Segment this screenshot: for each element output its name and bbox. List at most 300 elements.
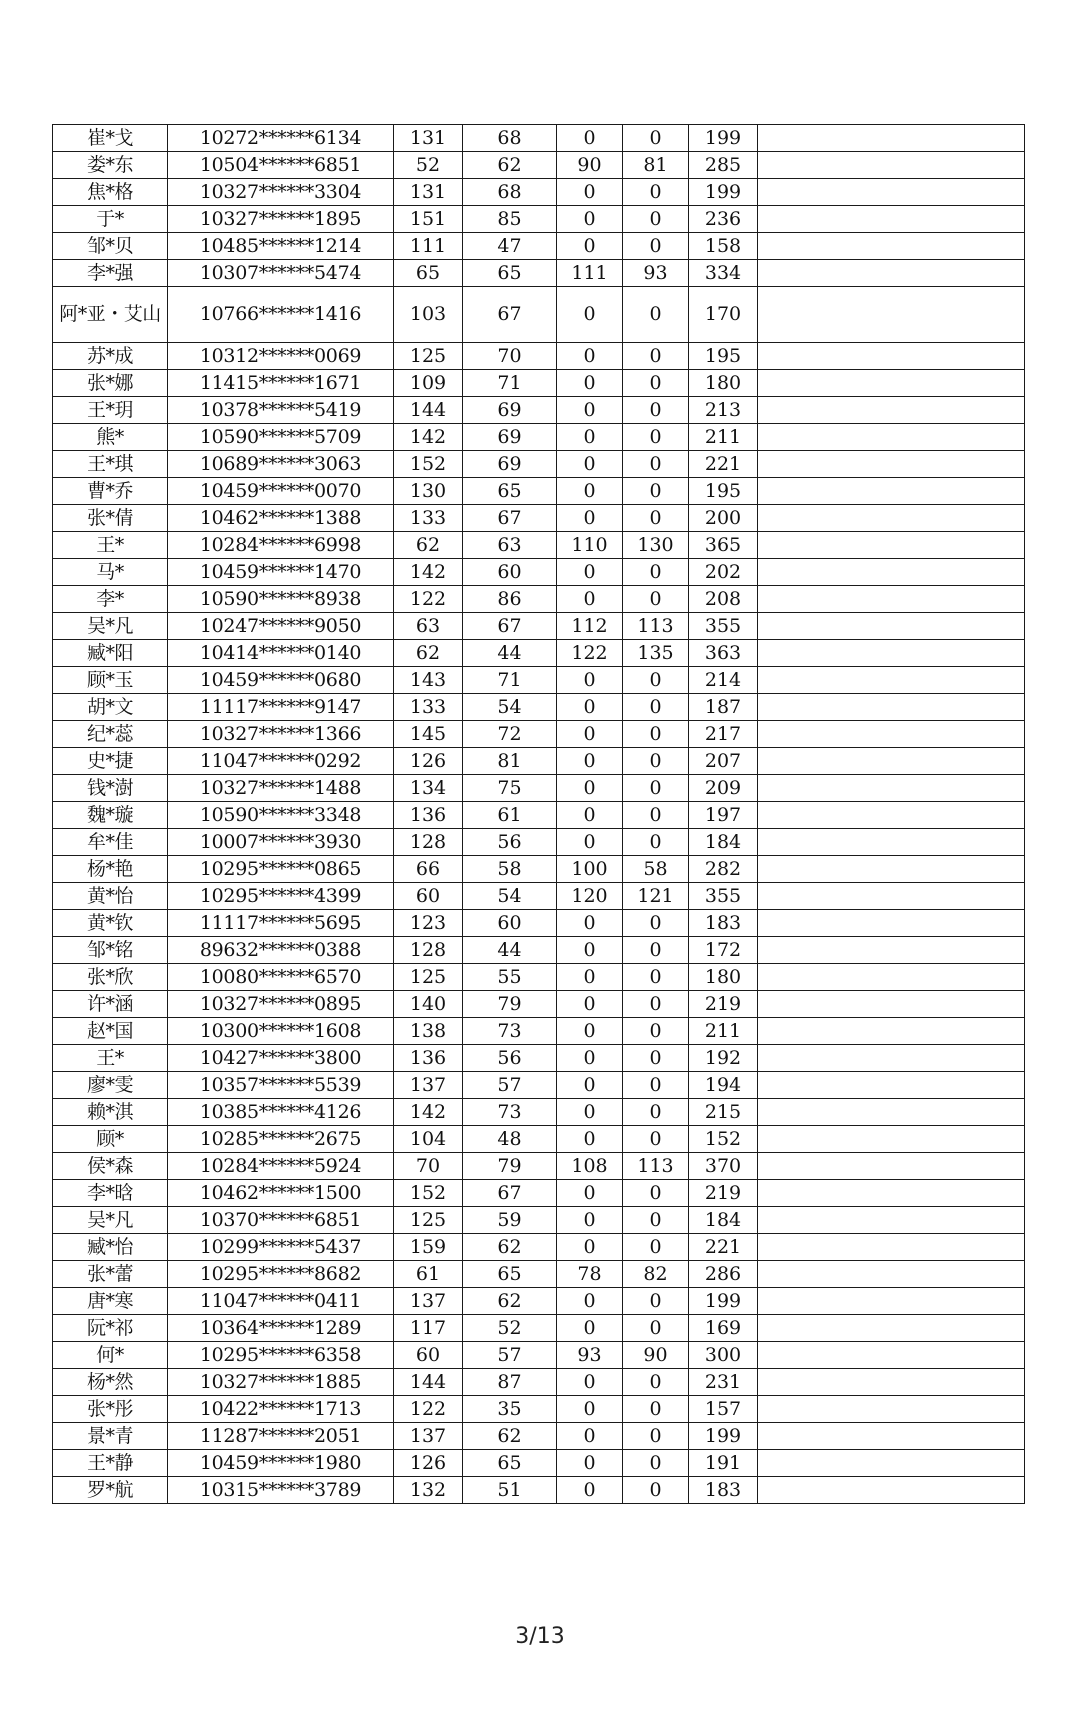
total-score: 170 xyxy=(689,287,758,343)
candidate-id: 10327******3304 xyxy=(168,179,394,206)
candidate-name: 何* xyxy=(53,1342,168,1369)
candidate-name: 张*彤 xyxy=(53,1396,168,1423)
score-subject-1: 66 xyxy=(394,856,463,883)
total-score: 207 xyxy=(689,748,758,775)
candidate-name: 阮*祁 xyxy=(53,1315,168,1342)
table-row xyxy=(53,1099,1025,1126)
score-subject-3: 0 xyxy=(557,1018,623,1045)
score-subject-3: 0 xyxy=(557,125,623,152)
total-score: 192 xyxy=(689,1045,758,1072)
table-row xyxy=(53,910,1025,937)
total-score: 285 xyxy=(689,152,758,179)
score-subject-4: 0 xyxy=(623,829,689,856)
remarks-cell xyxy=(758,233,1025,260)
score-subject-3: 0 xyxy=(557,748,623,775)
table-row xyxy=(53,1018,1025,1045)
remarks-cell xyxy=(758,640,1025,667)
score-subject-4: 0 xyxy=(623,721,689,748)
candidate-name: 赵*国 xyxy=(53,1018,168,1045)
candidate-id: 10370******6851 xyxy=(168,1207,394,1234)
total-score: 169 xyxy=(689,1315,758,1342)
remarks-cell xyxy=(758,910,1025,937)
score-subject-3: 112 xyxy=(557,613,623,640)
score-subject-4: 0 xyxy=(623,937,689,964)
score-subject-2: 54 xyxy=(463,694,557,721)
score-subject-4: 0 xyxy=(623,1234,689,1261)
remarks-cell xyxy=(758,1018,1025,1045)
candidate-id: 10590******5709 xyxy=(168,424,394,451)
total-score: 236 xyxy=(689,206,758,233)
score-subject-2: 57 xyxy=(463,1342,557,1369)
table-row xyxy=(53,206,1025,233)
score-subject-2: 62 xyxy=(463,1288,557,1315)
candidate-id: 10295******4399 xyxy=(168,883,394,910)
score-subject-4: 0 xyxy=(623,1315,689,1342)
candidate-name: 史*捷 xyxy=(53,748,168,775)
candidate-id: 10327******1488 xyxy=(168,775,394,802)
candidate-id: 10459******0680 xyxy=(168,667,394,694)
total-score: 282 xyxy=(689,856,758,883)
candidate-name: 廖*雯 xyxy=(53,1072,168,1099)
score-subject-4: 0 xyxy=(623,775,689,802)
remarks-cell xyxy=(758,179,1025,206)
score-subject-3: 108 xyxy=(557,1153,623,1180)
total-score: 200 xyxy=(689,505,758,532)
score-subject-3: 90 xyxy=(557,152,623,179)
score-subject-4: 130 xyxy=(623,532,689,559)
candidate-name: 苏*成 xyxy=(53,343,168,370)
table-row xyxy=(53,532,1025,559)
score-subject-1: 123 xyxy=(394,910,463,937)
score-subject-2: 58 xyxy=(463,856,557,883)
total-score: 199 xyxy=(689,179,758,206)
total-score: 172 xyxy=(689,937,758,964)
score-subject-3: 0 xyxy=(557,206,623,233)
score-subject-2: 61 xyxy=(463,802,557,829)
score-subject-1: 152 xyxy=(394,1180,463,1207)
table-row xyxy=(53,1072,1025,1099)
candidate-id: 11287******2051 xyxy=(168,1423,394,1450)
score-subject-2: 72 xyxy=(463,721,557,748)
candidate-id: 10247******9050 xyxy=(168,613,394,640)
table-row xyxy=(53,1369,1025,1396)
table-row xyxy=(53,694,1025,721)
score-subject-3: 0 xyxy=(557,287,623,343)
table-row xyxy=(53,424,1025,451)
remarks-cell xyxy=(758,125,1025,152)
table-row xyxy=(53,667,1025,694)
score-subject-2: 63 xyxy=(463,532,557,559)
score-subject-3: 0 xyxy=(557,1396,623,1423)
remarks-cell xyxy=(758,1234,1025,1261)
remarks-cell xyxy=(758,1450,1025,1477)
total-score: 158 xyxy=(689,233,758,260)
score-subject-3: 0 xyxy=(557,1234,623,1261)
score-subject-2: 55 xyxy=(463,964,557,991)
score-subject-4: 0 xyxy=(623,667,689,694)
remarks-cell xyxy=(758,559,1025,586)
score-subject-1: 144 xyxy=(394,397,463,424)
score-subject-3: 0 xyxy=(557,343,623,370)
score-subject-1: 142 xyxy=(394,559,463,586)
table-row xyxy=(53,1180,1025,1207)
remarks-cell xyxy=(758,1288,1025,1315)
remarks-cell xyxy=(758,775,1025,802)
score-subject-4: 0 xyxy=(623,1369,689,1396)
score-subject-1: 60 xyxy=(394,1342,463,1369)
score-subject-4: 113 xyxy=(623,613,689,640)
candidate-name: 侯*森 xyxy=(53,1153,168,1180)
score-subject-3: 0 xyxy=(557,424,623,451)
score-subject-3: 120 xyxy=(557,883,623,910)
score-subject-4: 0 xyxy=(623,478,689,505)
remarks-cell xyxy=(758,1423,1025,1450)
remarks-cell xyxy=(758,883,1025,910)
table-row xyxy=(53,937,1025,964)
table-row xyxy=(53,1450,1025,1477)
score-subject-1: 60 xyxy=(394,883,463,910)
score-subject-1: 136 xyxy=(394,1045,463,1072)
score-subject-4: 0 xyxy=(623,233,689,260)
total-score: 355 xyxy=(689,613,758,640)
score-subject-3: 111 xyxy=(557,260,623,287)
score-subject-3: 0 xyxy=(557,1423,623,1450)
candidate-name: 崔*戈 xyxy=(53,125,168,152)
candidate-id: 89632******0388 xyxy=(168,937,394,964)
candidate-id: 10307******5474 xyxy=(168,260,394,287)
score-subject-1: 103 xyxy=(394,287,463,343)
score-subject-4: 0 xyxy=(623,991,689,1018)
score-subject-2: 47 xyxy=(463,233,557,260)
score-subject-2: 65 xyxy=(463,260,557,287)
table-row xyxy=(53,1153,1025,1180)
remarks-cell xyxy=(758,1207,1025,1234)
score-subject-1: 61 xyxy=(394,1261,463,1288)
score-subject-1: 126 xyxy=(394,748,463,775)
remarks-cell xyxy=(758,343,1025,370)
candidate-id: 10315******3789 xyxy=(168,1477,394,1504)
score-subject-4: 0 xyxy=(623,559,689,586)
candidate-name: 王*静 xyxy=(53,1450,168,1477)
score-subject-4: 0 xyxy=(623,397,689,424)
total-score: 195 xyxy=(689,478,758,505)
score-subject-1: 104 xyxy=(394,1126,463,1153)
total-score: 199 xyxy=(689,125,758,152)
score-subject-1: 134 xyxy=(394,775,463,802)
candidate-name: 黄*怡 xyxy=(53,883,168,910)
table-row xyxy=(53,397,1025,424)
candidate-id: 10272******6134 xyxy=(168,125,394,152)
total-score: 191 xyxy=(689,1450,758,1477)
remarks-cell xyxy=(758,694,1025,721)
score-subject-1: 70 xyxy=(394,1153,463,1180)
score-subject-2: 65 xyxy=(463,478,557,505)
score-subject-3: 0 xyxy=(557,478,623,505)
score-subject-3: 0 xyxy=(557,1072,623,1099)
total-score: 286 xyxy=(689,1261,758,1288)
score-subject-3: 0 xyxy=(557,1207,623,1234)
candidate-name: 杨*艳 xyxy=(53,856,168,883)
remarks-cell xyxy=(758,1153,1025,1180)
score-subject-1: 133 xyxy=(394,505,463,532)
score-subject-2: 35 xyxy=(463,1396,557,1423)
score-subject-3: 0 xyxy=(557,991,623,1018)
candidate-name: 景*青 xyxy=(53,1423,168,1450)
remarks-cell xyxy=(758,1261,1025,1288)
table-row xyxy=(53,991,1025,1018)
score-subject-2: 67 xyxy=(463,613,557,640)
score-subject-4: 0 xyxy=(623,206,689,233)
score-subject-3: 0 xyxy=(557,1477,623,1504)
candidate-id: 11117******5695 xyxy=(168,910,394,937)
candidate-name: 马* xyxy=(53,559,168,586)
score-subject-2: 71 xyxy=(463,370,557,397)
candidate-name: 黄*钦 xyxy=(53,910,168,937)
table-row xyxy=(53,721,1025,748)
candidate-id: 10295******0865 xyxy=(168,856,394,883)
remarks-cell xyxy=(758,829,1025,856)
score-subject-3: 0 xyxy=(557,1099,623,1126)
candidate-name: 张*娜 xyxy=(53,370,168,397)
remarks-cell xyxy=(758,937,1025,964)
score-subject-4: 93 xyxy=(623,260,689,287)
score-subject-2: 54 xyxy=(463,883,557,910)
score-subject-2: 79 xyxy=(463,1153,557,1180)
table-row xyxy=(53,1315,1025,1342)
table-row xyxy=(53,1045,1025,1072)
candidate-id: 10327******1885 xyxy=(168,1369,394,1396)
score-subject-1: 138 xyxy=(394,1018,463,1045)
candidate-id: 10766******1416 xyxy=(168,287,394,343)
candidate-id: 10590******3348 xyxy=(168,802,394,829)
score-subject-1: 52 xyxy=(394,152,463,179)
candidate-id: 10459******0070 xyxy=(168,478,394,505)
table-row xyxy=(53,370,1025,397)
score-subject-3: 0 xyxy=(557,667,623,694)
remarks-cell xyxy=(758,206,1025,233)
score-subject-4: 0 xyxy=(623,179,689,206)
score-subject-1: 62 xyxy=(394,532,463,559)
score-subject-1: 159 xyxy=(394,1234,463,1261)
candidate-name: 曹*乔 xyxy=(53,478,168,505)
table-row xyxy=(53,1396,1025,1423)
score-subject-1: 132 xyxy=(394,1477,463,1504)
score-subject-4: 0 xyxy=(623,586,689,613)
candidate-name: 于* xyxy=(53,206,168,233)
score-subject-4: 0 xyxy=(623,802,689,829)
score-subject-2: 56 xyxy=(463,829,557,856)
remarks-cell xyxy=(758,1315,1025,1342)
score-subject-3: 0 xyxy=(557,397,623,424)
score-subject-4: 0 xyxy=(623,964,689,991)
score-subject-2: 68 xyxy=(463,125,557,152)
score-subject-2: 65 xyxy=(463,1261,557,1288)
total-score: 197 xyxy=(689,802,758,829)
total-score: 180 xyxy=(689,964,758,991)
score-subject-2: 48 xyxy=(463,1126,557,1153)
candidate-name: 张*欣 xyxy=(53,964,168,991)
score-subject-4: 0 xyxy=(623,370,689,397)
score-subject-3: 0 xyxy=(557,559,623,586)
candidate-id: 10327******0895 xyxy=(168,991,394,1018)
table-row xyxy=(53,802,1025,829)
score-subject-3: 0 xyxy=(557,1180,623,1207)
remarks-cell xyxy=(758,478,1025,505)
score-subject-4: 81 xyxy=(623,152,689,179)
score-subject-1: 125 xyxy=(394,964,463,991)
candidate-name: 王*琪 xyxy=(53,451,168,478)
remarks-cell xyxy=(758,856,1025,883)
total-score: 231 xyxy=(689,1369,758,1396)
table-row xyxy=(53,1342,1025,1369)
candidate-name: 张*蕾 xyxy=(53,1261,168,1288)
score-subject-4: 0 xyxy=(623,125,689,152)
remarks-cell xyxy=(758,1342,1025,1369)
total-score: 363 xyxy=(689,640,758,667)
total-score: 219 xyxy=(689,991,758,1018)
total-score: 152 xyxy=(689,1126,758,1153)
candidate-id: 10378******5419 xyxy=(168,397,394,424)
table-row xyxy=(53,856,1025,883)
score-subject-2: 44 xyxy=(463,640,557,667)
score-subject-2: 62 xyxy=(463,152,557,179)
score-subject-4: 0 xyxy=(623,1396,689,1423)
score-subject-4: 0 xyxy=(623,910,689,937)
score-subject-4: 135 xyxy=(623,640,689,667)
score-subject-2: 70 xyxy=(463,343,557,370)
remarks-cell xyxy=(758,260,1025,287)
total-score: 213 xyxy=(689,397,758,424)
score-subject-1: 137 xyxy=(394,1072,463,1099)
score-subject-2: 81 xyxy=(463,748,557,775)
table-row xyxy=(53,233,1025,260)
table-row xyxy=(53,1423,1025,1450)
candidate-name: 焦*格 xyxy=(53,179,168,206)
remarks-cell xyxy=(758,1477,1025,1504)
candidate-id: 10427******3800 xyxy=(168,1045,394,1072)
score-subject-1: 131 xyxy=(394,179,463,206)
remarks-cell xyxy=(758,1369,1025,1396)
total-score: 180 xyxy=(689,370,758,397)
score-subject-3: 0 xyxy=(557,694,623,721)
score-subject-3: 0 xyxy=(557,370,623,397)
score-subject-2: 52 xyxy=(463,1315,557,1342)
remarks-cell xyxy=(758,586,1025,613)
candidate-id: 10422******1713 xyxy=(168,1396,394,1423)
score-subject-3: 0 xyxy=(557,964,623,991)
remarks-cell xyxy=(758,152,1025,179)
candidate-id: 10312******0069 xyxy=(168,343,394,370)
candidate-id: 10299******5437 xyxy=(168,1234,394,1261)
score-subject-3: 0 xyxy=(557,937,623,964)
score-subject-4: 82 xyxy=(623,1261,689,1288)
score-subject-3: 100 xyxy=(557,856,623,883)
score-subject-2: 79 xyxy=(463,991,557,1018)
score-subject-2: 86 xyxy=(463,586,557,613)
score-subject-2: 51 xyxy=(463,1477,557,1504)
score-subject-1: 125 xyxy=(394,1207,463,1234)
score-subject-1: 142 xyxy=(394,424,463,451)
score-subject-3: 0 xyxy=(557,1369,623,1396)
candidate-id: 10327******1366 xyxy=(168,721,394,748)
candidate-id: 11117******9147 xyxy=(168,694,394,721)
remarks-cell xyxy=(758,505,1025,532)
score-subject-1: 144 xyxy=(394,1369,463,1396)
score-table-body xyxy=(53,125,1025,1504)
table-row xyxy=(53,287,1025,343)
remarks-cell xyxy=(758,1180,1025,1207)
table-row xyxy=(53,1234,1025,1261)
candidate-name: 王*玥 xyxy=(53,397,168,424)
score-subject-4: 0 xyxy=(623,424,689,451)
candidate-id: 10007******3930 xyxy=(168,829,394,856)
candidate-name: 顾*玉 xyxy=(53,667,168,694)
score-subject-3: 0 xyxy=(557,721,623,748)
remarks-cell xyxy=(758,1099,1025,1126)
score-subject-3: 122 xyxy=(557,640,623,667)
table-row xyxy=(53,1207,1025,1234)
remarks-cell xyxy=(758,667,1025,694)
total-score: 219 xyxy=(689,1180,758,1207)
total-score: 217 xyxy=(689,721,758,748)
total-score: 211 xyxy=(689,424,758,451)
score-subject-2: 85 xyxy=(463,206,557,233)
score-subject-4: 58 xyxy=(623,856,689,883)
remarks-cell xyxy=(758,1072,1025,1099)
score-subject-3: 93 xyxy=(557,1342,623,1369)
candidate-id: 10080******6570 xyxy=(168,964,394,991)
score-subject-4: 0 xyxy=(623,1099,689,1126)
score-subject-1: 126 xyxy=(394,1450,463,1477)
table-row xyxy=(53,152,1025,179)
remarks-cell xyxy=(758,1045,1025,1072)
total-score: 183 xyxy=(689,1477,758,1504)
score-subject-2: 56 xyxy=(463,1045,557,1072)
total-score: 214 xyxy=(689,667,758,694)
total-score: 194 xyxy=(689,1072,758,1099)
candidate-name: 牟*佳 xyxy=(53,829,168,856)
score-subject-3: 0 xyxy=(557,1288,623,1315)
remarks-cell xyxy=(758,370,1025,397)
score-subject-4: 90 xyxy=(623,1342,689,1369)
table-row xyxy=(53,640,1025,667)
candidate-id: 10327******1895 xyxy=(168,206,394,233)
candidate-id: 10364******1289 xyxy=(168,1315,394,1342)
candidate-id: 10504******6851 xyxy=(168,152,394,179)
candidate-name: 许*涵 xyxy=(53,991,168,1018)
score-subject-1: 140 xyxy=(394,991,463,1018)
table-row xyxy=(53,1477,1025,1504)
remarks-cell xyxy=(758,991,1025,1018)
remarks-cell xyxy=(758,287,1025,343)
score-subject-3: 0 xyxy=(557,1045,623,1072)
score-subject-3: 0 xyxy=(557,775,623,802)
table-row xyxy=(53,260,1025,287)
table-row xyxy=(53,1288,1025,1315)
score-subject-1: 122 xyxy=(394,1396,463,1423)
candidate-name: 邹*铭 xyxy=(53,937,168,964)
total-score: 187 xyxy=(689,694,758,721)
total-score: 183 xyxy=(689,910,758,937)
total-score: 300 xyxy=(689,1342,758,1369)
score-subject-4: 0 xyxy=(623,1180,689,1207)
candidate-id: 10462******1500 xyxy=(168,1180,394,1207)
candidate-name: 胡*文 xyxy=(53,694,168,721)
candidate-name: 娄*东 xyxy=(53,152,168,179)
score-subject-4: 0 xyxy=(623,451,689,478)
score-subject-3: 0 xyxy=(557,802,623,829)
score-subject-2: 60 xyxy=(463,559,557,586)
